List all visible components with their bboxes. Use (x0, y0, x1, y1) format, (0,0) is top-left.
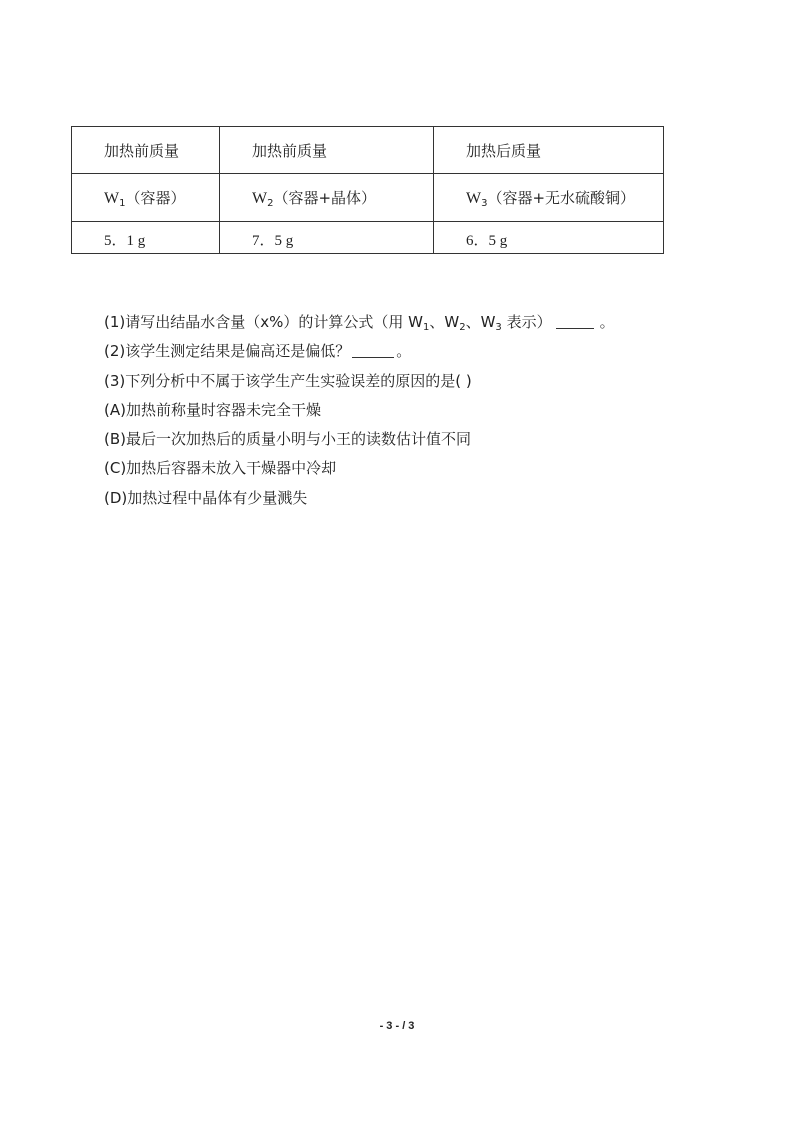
table-cell: $W_1$（容器） (72, 174, 220, 222)
table-cell: 加热后质量 (434, 127, 664, 174)
question-1: (1)请写出结晶水含量（x%）的计算公式（用 $W_1$、$W_2$、$W_3$ 表示） 。 (104, 313, 615, 333)
table-cell: 加热前质量 (220, 127, 434, 174)
question-list (104, 308, 615, 513)
table-header-row (72, 127, 664, 174)
option-a: (A)加热前称量时容器未完全干燥 (104, 400, 321, 419)
table-cell: $W_2$（容器+晶体） (220, 174, 434, 222)
question-2: (2)该学生测定结果是偏高还是偏低？ 。 (104, 342, 412, 361)
table-cell: $W_3$（容器+无水硫酸铜） (434, 174, 664, 222)
table-cell: 加热前质量 (72, 127, 220, 174)
option-c: (C)加热后容器未放入干燥器中冷却 (104, 459, 337, 478)
table-row (72, 222, 664, 254)
data-table (71, 126, 664, 254)
answer-blank[interactable] (556, 314, 594, 329)
answer-blank[interactable] (352, 343, 394, 358)
option-b: (B)最后一次加热后的质量小明与小王的读数估计值不同 (104, 430, 471, 449)
option-d: (D)加热过程中晶体有少量溅失 (104, 488, 308, 507)
table-cell: 5．1 g (72, 222, 220, 254)
question-3: (3)下列分析中不属于该学生产生实验误差的原因的是( ) (104, 371, 472, 390)
page-number: - 3 - / 3 (379, 1020, 415, 1032)
table-row (72, 174, 664, 222)
table-cell: 7．5 g (220, 222, 434, 254)
table-cell: 6．5 g (434, 222, 664, 254)
